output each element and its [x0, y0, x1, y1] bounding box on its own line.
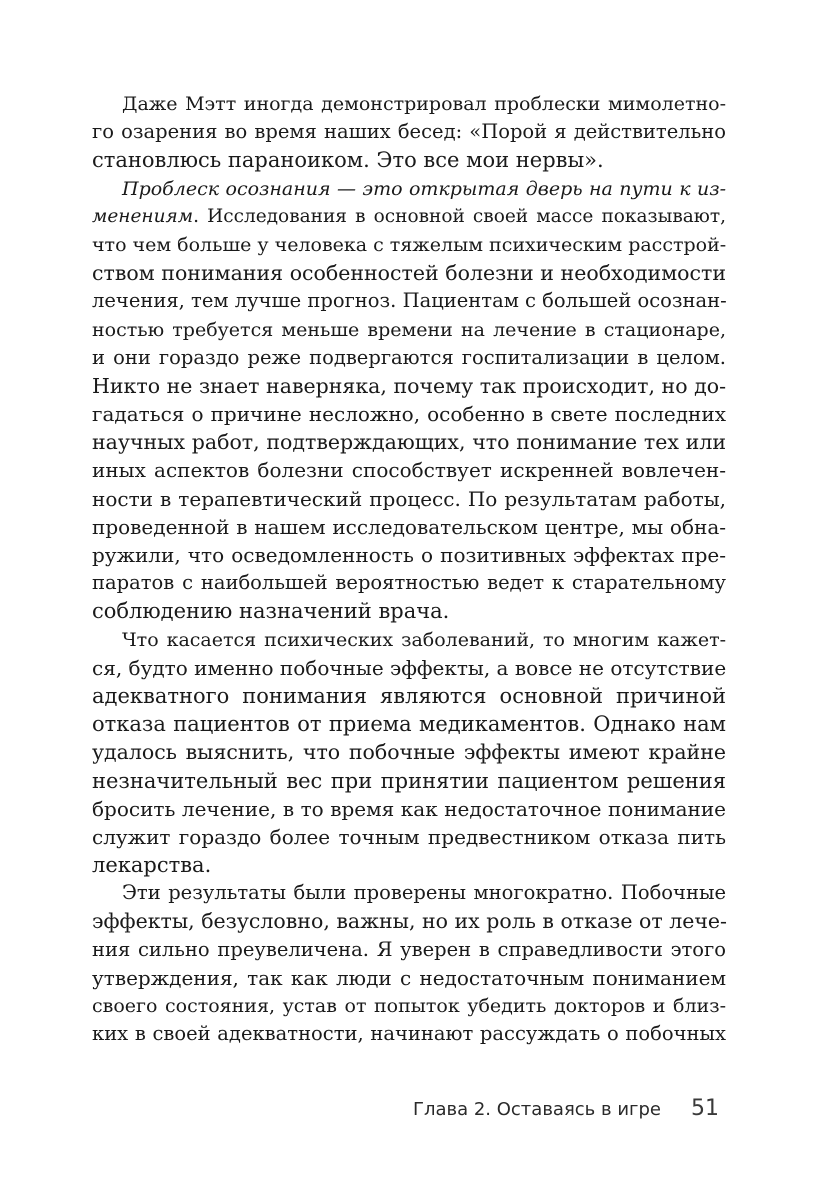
text-run: лекарства.	[92, 853, 212, 878]
text-line	[92, 90, 726, 118]
text-line	[92, 597, 726, 625]
text-run: Никто не знает наверняка, почему так происходит, но до-	[92, 373, 726, 398]
text-run: служит гораздо более точным предвестником отказа пить	[92, 824, 726, 849]
text-run: становлюсь параноиком. Это все мои нервы».	[92, 148, 604, 173]
text-line	[92, 203, 726, 231]
text-run: адекватного понимания являются основной причиной	[92, 683, 726, 708]
text-line	[92, 964, 726, 992]
text-run: научных работ, подтверждающих, что понимание тех или	[92, 430, 726, 455]
text-line	[92, 682, 726, 710]
text-line	[92, 146, 726, 174]
text-line	[92, 400, 726, 428]
text-line	[92, 456, 726, 484]
paragraph	[92, 879, 726, 1048]
page-number: 51	[691, 1096, 719, 1121]
text-line	[92, 316, 726, 344]
text-run: и они гораздо реже подвергаются госпитализации в целом.	[92, 345, 726, 369]
text-line	[92, 879, 726, 907]
text-run: паратов с наибольшей вероятностью ведет к старательному	[92, 571, 726, 595]
text-line	[92, 287, 726, 315]
text-line	[92, 372, 726, 400]
text-run: ся, будто именно побочные эффекты, а вовсе не отсутствие	[92, 655, 727, 680]
text-line	[92, 118, 726, 146]
text-line	[92, 1020, 726, 1048]
text-line	[92, 936, 726, 964]
text-run: . Исследования в основной своей массе показывают,	[193, 205, 726, 227]
text-line	[92, 851, 726, 879]
text-line	[92, 710, 726, 738]
text-line	[92, 513, 726, 541]
paragraph	[92, 175, 726, 626]
text-line	[92, 175, 726, 203]
text-line	[92, 823, 726, 851]
text-run: незначительный вес при принятии пациентом решения	[92, 768, 726, 793]
text-line	[92, 231, 726, 259]
text-run: лечения, тем лучше прогноз. Пациентам с большей осознан-	[92, 289, 727, 313]
text-run: удалось выяснить, что побочные эффекты имеют крайне	[92, 740, 726, 765]
text-run: отказа пациентов от приема медикаментов. Однако нам	[92, 712, 726, 737]
body-text	[92, 90, 726, 1048]
text-line	[92, 485, 726, 513]
text-run: проведенной в нашем исследовательском центре, мы обна-	[92, 514, 726, 539]
text-run: эффекты, безусловно, важны, но их роль в отказе от лече-	[92, 909, 727, 934]
running-title: Глава 2. Оставаясь в игре	[412, 1099, 661, 1120]
text-run: ния сильно преувеличена. Я уверен в справедливости этого	[92, 937, 726, 961]
text-run: гадаться о причине несложно, особенно в свете последних	[92, 402, 726, 427]
text-run: Даже Мэтт иногда демонстрировал проблески мимолетно-	[122, 93, 726, 115]
text-line	[92, 344, 726, 372]
text-run: бросить лечение, в то время как недостаточное понимание	[92, 796, 726, 821]
text-run: ружили, что осведомленность о позитивных эффектах пре-	[92, 543, 726, 567]
text-run: ностью требуется меньше времени на лечение в стационаре,	[92, 318, 726, 341]
page-footer	[413, 1096, 719, 1121]
text-line	[92, 907, 726, 935]
text-run: Что касается психических заболеваний, то многим кажет-	[122, 628, 726, 651]
italic-text: Проблеск осознания — это открытая дверь на пути к из-	[122, 177, 726, 200]
text-line	[92, 626, 726, 654]
text-run: ством понимания особенностей болезни и необходимости	[92, 261, 726, 286]
italic-text: менениям	[92, 205, 194, 227]
text-line	[92, 992, 726, 1020]
text-run: своего состояния, устав от попыток убедить докторов и близ-	[92, 995, 726, 1017]
text-run: соблюдению назначений врача.	[92, 599, 450, 624]
text-line	[92, 738, 726, 766]
paragraph	[92, 90, 726, 175]
text-run: Эти результаты были проверены многократно. Побочные	[122, 881, 726, 905]
text-run: ности в терапевтический процесс. По результатам работы,	[92, 486, 726, 511]
text-run: го озарения во время наших бесед: «Порой я действительно	[92, 120, 726, 144]
text-line	[92, 541, 726, 569]
text-line	[92, 795, 726, 823]
text-line	[92, 428, 726, 456]
paragraph	[92, 626, 726, 880]
text-line	[92, 767, 726, 795]
text-line	[92, 569, 726, 597]
text-run: что чем больше у человека с тяжелым психическим расстрой-	[92, 233, 727, 256]
text-line	[92, 654, 726, 682]
text-run: иных аспектов болезни способствует искренней вовлечен-	[92, 458, 726, 483]
text-line	[92, 259, 726, 287]
text-run: утверждения, так как люди с недостаточным пониманием	[92, 965, 726, 990]
text-run: ких в своей адекватности, начинают рассуждать о побочных	[92, 1022, 726, 1046]
